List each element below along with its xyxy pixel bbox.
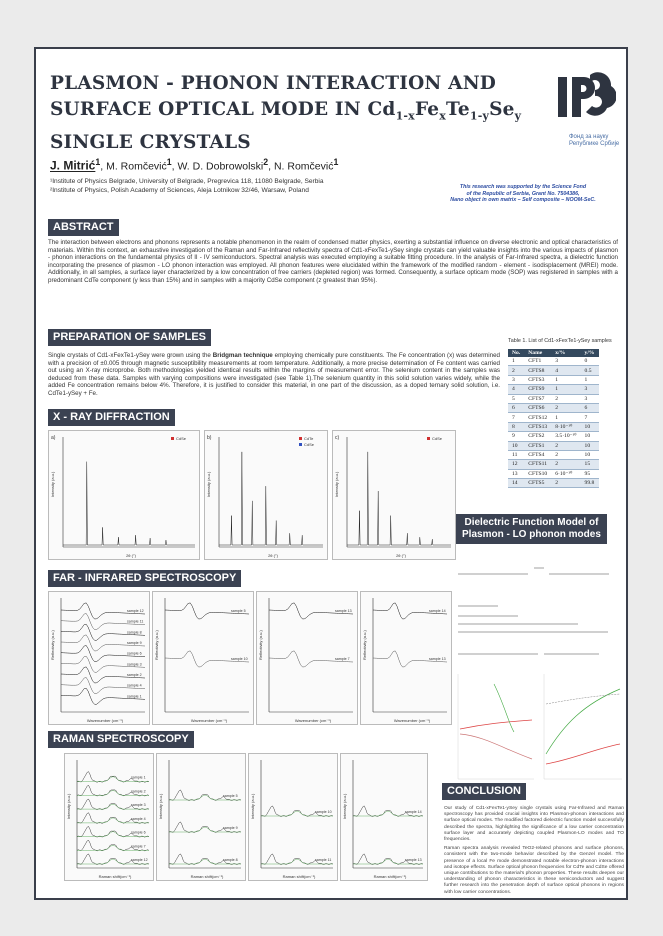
x-axis-label: Raman shift(cm⁻¹) — [282, 874, 316, 879]
table-caption: Table 1. List of Cd1-xFexTe1-ySey samples — [508, 338, 612, 344]
sample-label: sample 4 — [127, 683, 142, 688]
panel-letter: a) — [51, 435, 56, 441]
samples-table — [508, 349, 599, 488]
table-cell: 2 — [551, 403, 580, 412]
x-axis-label: Wavenumber (cm⁻¹) — [86, 718, 124, 723]
sample-label: sample 11 — [127, 619, 144, 624]
sample-label: sample 11 — [315, 858, 332, 862]
table-cell: CFT1 — [524, 357, 551, 366]
table-cell: 2 — [551, 479, 580, 488]
table-cell: CFTS3 — [524, 375, 551, 384]
x-axis-label: Raman shift(cm⁻¹) — [373, 874, 407, 879]
table-row — [508, 450, 599, 459]
raman-panel-c — [248, 753, 338, 881]
table-cell: CFTS11 — [524, 460, 551, 469]
legend-label: CdTe — [304, 436, 314, 441]
table-cell: 10 — [581, 432, 599, 441]
sample-label: sample 13 — [405, 858, 422, 862]
raman-panel-d — [340, 753, 428, 881]
fir-chart-c — [257, 592, 357, 724]
table-cell: 3 — [551, 357, 580, 366]
table-cell: 8·10⁻¹⁰ — [551, 422, 580, 431]
sample-label: sample 12 — [131, 858, 148, 862]
sample-label: sample 9 — [127, 641, 142, 645]
y-axis-label: Intensity (a.u.) — [66, 793, 71, 819]
table-cell: 2 — [551, 450, 580, 459]
sample-label: sample 1 — [131, 775, 146, 780]
legend-label: CdSe — [176, 436, 187, 441]
sample-label: sample 10 — [231, 657, 248, 661]
table-cell: CFTS4 — [524, 450, 551, 459]
table-cell: 10 — [581, 422, 599, 431]
table-cell: 1 — [581, 375, 599, 384]
table-row — [508, 479, 599, 488]
affiliations: ¹Institute of Physics Belgrade, University of Belgrade, Pregrevica 118, 11080 Belgrade, Serbia ²Institute of Physics, Polish Academy of Sciences, Aleja Lotnikow 32/46, Warsaw, Poland — [50, 178, 324, 194]
fir-chart-a — [49, 592, 149, 724]
raman-chart-d — [341, 754, 427, 880]
poster — [34, 47, 628, 900]
xrd-chart-a — [49, 431, 199, 559]
table-row — [508, 422, 599, 431]
y-axis-label: Intensity (a.u.) — [50, 471, 55, 497]
sample-label: sample 7 — [131, 844, 146, 849]
table-row — [508, 366, 599, 375]
sample-label: sample 5 — [231, 609, 246, 613]
authors: J. Mitrić$^1$, M. Romčević$^1$, W. D. Dobrowolski$^2$, N. Romčević$^1$ — [50, 157, 339, 173]
poster-title: PLASMON - PHONON INTERACTION AND SURFACE OPTICAL MODE IN $Cd_{1-x}Fe_xTe_{1-y}Se_y$ SINGLE CRYSTALS — [50, 73, 522, 153]
raman-heading: RAMAN SPECTROSCOPY — [48, 731, 194, 748]
table-cell: 99.8 — [581, 479, 599, 488]
table-cell: 10 — [508, 441, 524, 450]
table-cell: 11 — [508, 450, 524, 459]
sample-label: sample 3 — [131, 803, 146, 808]
conclusion-text: Our study of Cd1-xFexTe1-ySey single crystals using Far-Infrared and Raman spectroscopy has provided crucial insights into Plasmon-phonon interactions and surface optical modes. The modified factored dielectric function model successfully described the spectra, highlighting the significance of a low carrier concentration surface layer and accurately depicting coupled Plasmon-LO modes and TO frequencies. Raman spectra analysis revealed TeO2-related phonons and surface phonons, consistent with the two-mode behavior described by the Genzel model. The presence of a local Fe mode demonstrated notable electron-phonon interactions and isotope effects. Surface optical phonon frequencies for CdTe and CdSe offered unique contributions to the material's phonon properties. These results deepen our understanding of phonon characteristics in these semiconductors and suggest further research into the penetration depth of surface optical phonons in regions with low carrier concentrations. — [444, 806, 624, 895]
panel-letter: c) — [335, 435, 340, 441]
table-cell: 8 — [508, 422, 524, 431]
table-cell: 4 — [508, 385, 524, 394]
table-row — [508, 375, 599, 384]
sample-label: sample 8 — [127, 630, 142, 635]
table-cell: 6 — [581, 403, 599, 412]
table-cell: CFTS13 — [524, 422, 551, 431]
y-axis-label: Intensity (a.u.) — [206, 471, 211, 497]
sample-label: sample 5 — [223, 794, 238, 798]
dielectric-equations-figure — [454, 554, 624, 782]
table-cell: CFTS8 — [524, 366, 551, 375]
preparation-text: Single crystals of Cd1-xFexTe1-ySey were grown using the Bridgman technique employing chemically pure constituents. The Fe concentration (x) was determined with a precision of ±0.005 through magnetic susceptibility measurements at room temperature. Additionally, a more precise determination of Fe content was carried out using an X-ray microprobe. Both methodologies yielded identical results within the margins of measurement error. The selenium content in the samples was deduced from these data. Samples with varying compositions were investigated (see Table 1).The selenium quantity in this solid solution varies widely, while the added Fe concentration remains below 4%. Therefore, it is justified to consider this material, in one part of the discussion, as a doped ternary solid solution, i.e. CdTe1-ySey + Fe. — [48, 352, 500, 397]
sample-label: sample 3 — [127, 662, 142, 667]
raman-panel-b — [156, 753, 246, 881]
raman-chart-c — [249, 754, 337, 880]
table-cell: 14 — [508, 479, 524, 488]
xrd-chart-b — [205, 431, 327, 559]
y-axis-label: Reflectivity (a.u.) — [362, 630, 367, 660]
col-no: No. — [508, 349, 524, 357]
conclusion-heading: CONCLUSION — [442, 783, 526, 800]
table-cell: 0.5 — [581, 366, 599, 375]
panel-letter: b) — [207, 435, 212, 441]
raman-chart-a — [65, 754, 153, 880]
table-cell: CFTS1 — [524, 441, 551, 450]
table-cell: 1 — [551, 385, 580, 394]
sample-label: sample 7 — [335, 657, 350, 661]
table-cell: 4 — [551, 366, 580, 375]
table-cell: 6·10⁻¹⁰ — [551, 469, 580, 478]
table-cell: CFTS5 — [524, 479, 551, 488]
y-axis-label: Intensity (a.u.) — [334, 471, 339, 497]
fir-chart-d — [361, 592, 451, 724]
xrd-trace — [63, 462, 195, 545]
sample-label: sample 6 — [131, 830, 146, 835]
table-row — [508, 394, 599, 403]
sample-label: sample 13 — [429, 657, 446, 661]
table-row — [508, 441, 599, 450]
table-cell: 1 — [551, 375, 580, 384]
table-cell: 15 — [581, 460, 599, 469]
table-cell: CFTS7 — [524, 394, 551, 403]
y-axis-label: Reflectivity (a.u.) — [258, 630, 263, 660]
table-cell: 3.5·10⁻¹⁰ — [551, 432, 580, 441]
table-row — [508, 357, 599, 366]
fir-panel-c — [256, 591, 358, 725]
table-cell: 2 — [551, 441, 580, 450]
x-axis-label: Raman shift(cm⁻¹) — [98, 874, 132, 879]
table-cell: 1 — [508, 357, 524, 366]
preparation-heading: PREPARATION OF SAMPLES — [48, 329, 211, 346]
x-axis-label: 2θ (°) — [126, 553, 136, 558]
table-cell: 13 — [508, 469, 524, 478]
xrd-chart-c — [333, 431, 455, 559]
table-cell: 12 — [508, 460, 524, 469]
table-cell: 0 — [581, 357, 599, 366]
table-cell: 3 — [508, 375, 524, 384]
xrd-trace — [347, 452, 451, 545]
sample-label: sample 8 — [223, 858, 238, 862]
sample-label: sample 14 — [405, 810, 422, 814]
table-cell: 6 — [508, 403, 524, 412]
table-cell: CFTS6 — [524, 403, 551, 412]
x-axis-label: Wavenumber (cm⁻¹) — [294, 718, 332, 723]
table-cell: 5 — [508, 394, 524, 403]
y-axis-label: Intensity (a.u.) — [158, 793, 163, 819]
xrd-panel-b — [204, 430, 328, 560]
col-name: Name — [524, 349, 551, 357]
table-cell: 10 — [581, 450, 599, 459]
col-x: x/% — [551, 349, 580, 357]
xrd-trace — [219, 452, 323, 545]
y-axis-label: Intensity (a.u.) — [342, 793, 347, 819]
table-cell: 2 — [551, 394, 580, 403]
sample-label: sample 1 — [127, 694, 142, 699]
table-row — [508, 385, 599, 394]
sample-label: sample 12 — [127, 609, 144, 613]
table-row — [508, 469, 599, 478]
table-cell: 7 — [508, 413, 524, 422]
x-axis-label: Wavenumber (cm⁻¹) — [393, 718, 431, 723]
table-cell: CFTS12 — [524, 413, 551, 422]
col-y: y/% — [581, 349, 599, 357]
table-cell: 1 — [551, 413, 580, 422]
table-row — [508, 403, 599, 412]
y-axis-label: Intensity (a.u.) — [250, 793, 255, 819]
dielectric-model-heading: Dielectric Function Model of Plasmon - LO phonon modes — [456, 514, 607, 544]
fir-panel-a — [48, 591, 150, 725]
table-cell: 3 — [581, 385, 599, 394]
x-axis-label: Wavenumber (cm⁻¹) — [190, 718, 228, 723]
xrd-heading: X - RAY DIFFRACTION — [48, 409, 175, 426]
xrd-panel-a — [48, 430, 200, 560]
table-cell: 2 — [508, 366, 524, 375]
table-row — [508, 460, 599, 469]
x-axis-label: 2θ (°) — [268, 553, 278, 558]
sample-label: sample 9 — [223, 826, 238, 830]
table-cell: 9 — [508, 432, 524, 441]
table-row — [508, 413, 599, 422]
table-cell: 2 — [551, 460, 580, 469]
legend-swatch — [171, 437, 174, 440]
table-cell: 7 — [581, 413, 599, 422]
table-cell: 3 — [581, 394, 599, 403]
sample-label: sample 6 — [127, 651, 142, 656]
far-infrared-heading: FAR - INFRARED SPECTROSCOPY — [48, 570, 241, 587]
legend-swatch — [299, 437, 302, 440]
table-cell: CFTS10 — [524, 469, 551, 478]
funding-note: This research was supported by the Science Fond of the Republic of Serbia, Grant No. 7504386, Nano object in own matrix – Self composite – NOOM-SeC. — [450, 184, 596, 203]
table-cell: 95 — [581, 469, 599, 478]
x-axis-label: 2θ (°) — [396, 553, 406, 558]
sample-label: sample 13 — [335, 609, 352, 613]
sample-label: sample 2 — [127, 673, 142, 677]
legend-swatch — [427, 437, 430, 440]
xrd-panel-c — [332, 430, 456, 560]
legend-swatch — [299, 443, 302, 446]
table-row — [508, 432, 599, 441]
y-axis-label: Reflectivity (a.u.) — [154, 630, 159, 660]
x-axis-label: Raman shift(cm⁻¹) — [190, 874, 224, 879]
abstract-text: The interaction between electrons and phonons represents a notable phenomenon in the realm of condensed matter physics, exerting a substantial influence on diverse electronic and optical characteristics of materials. Within this context, an exhaustive investigation of the Raman and Far-Infrared reflectivity spectra of Cd1-xFexTe1-ySey single crystals can yield valuable insights into the various impacts of plasmon - phonon interactions on the fundamental physics of II - IV semiconductors. Spectral analysis was executed employing a suitable fitting procedure. In the analysis of Far-Infrared spectra, a dielectric function incorporating the presence of plasmon - LO phonon interaction was employed. All phonon features were elucidated within the framework of the modified random - element - isodisplacement (MREI) mode. Additionally, in all samples, a surface layer characterized by a low concentration of free carriers (depleted region) was formed. Consequently, a surface opticam mode (SOP) was registered in samples with a predominant CdTe component (y less than 15%) and in samples with a majority CdSe component (z greatest than 95%). — [48, 239, 618, 284]
ipb-logo — [556, 69, 616, 131]
table-cell: 10 — [581, 441, 599, 450]
science-fund-logo: Фонд за науку Републике Србије — [569, 134, 620, 147]
fir-chart-b — [153, 592, 253, 724]
sample-label: sample 4 — [131, 816, 146, 821]
y-axis-label: Reflectivity (a.u.) — [50, 630, 55, 660]
fir-panel-d — [360, 591, 452, 725]
sample-label: sample 14 — [429, 609, 446, 613]
legend-label: CdSe — [304, 442, 315, 447]
legend-label: CdSe — [432, 436, 443, 441]
sample-label: sample 2 — [131, 789, 146, 794]
sample-label: sample 10 — [315, 810, 332, 814]
fir-panel-b — [152, 591, 254, 725]
abstract-heading: ABSTRACT — [48, 219, 119, 236]
raman-panel-a — [64, 753, 154, 881]
table-cell: CFTS2 — [524, 432, 551, 441]
raman-chart-b — [157, 754, 245, 880]
table-cell: CFTS9 — [524, 385, 551, 394]
